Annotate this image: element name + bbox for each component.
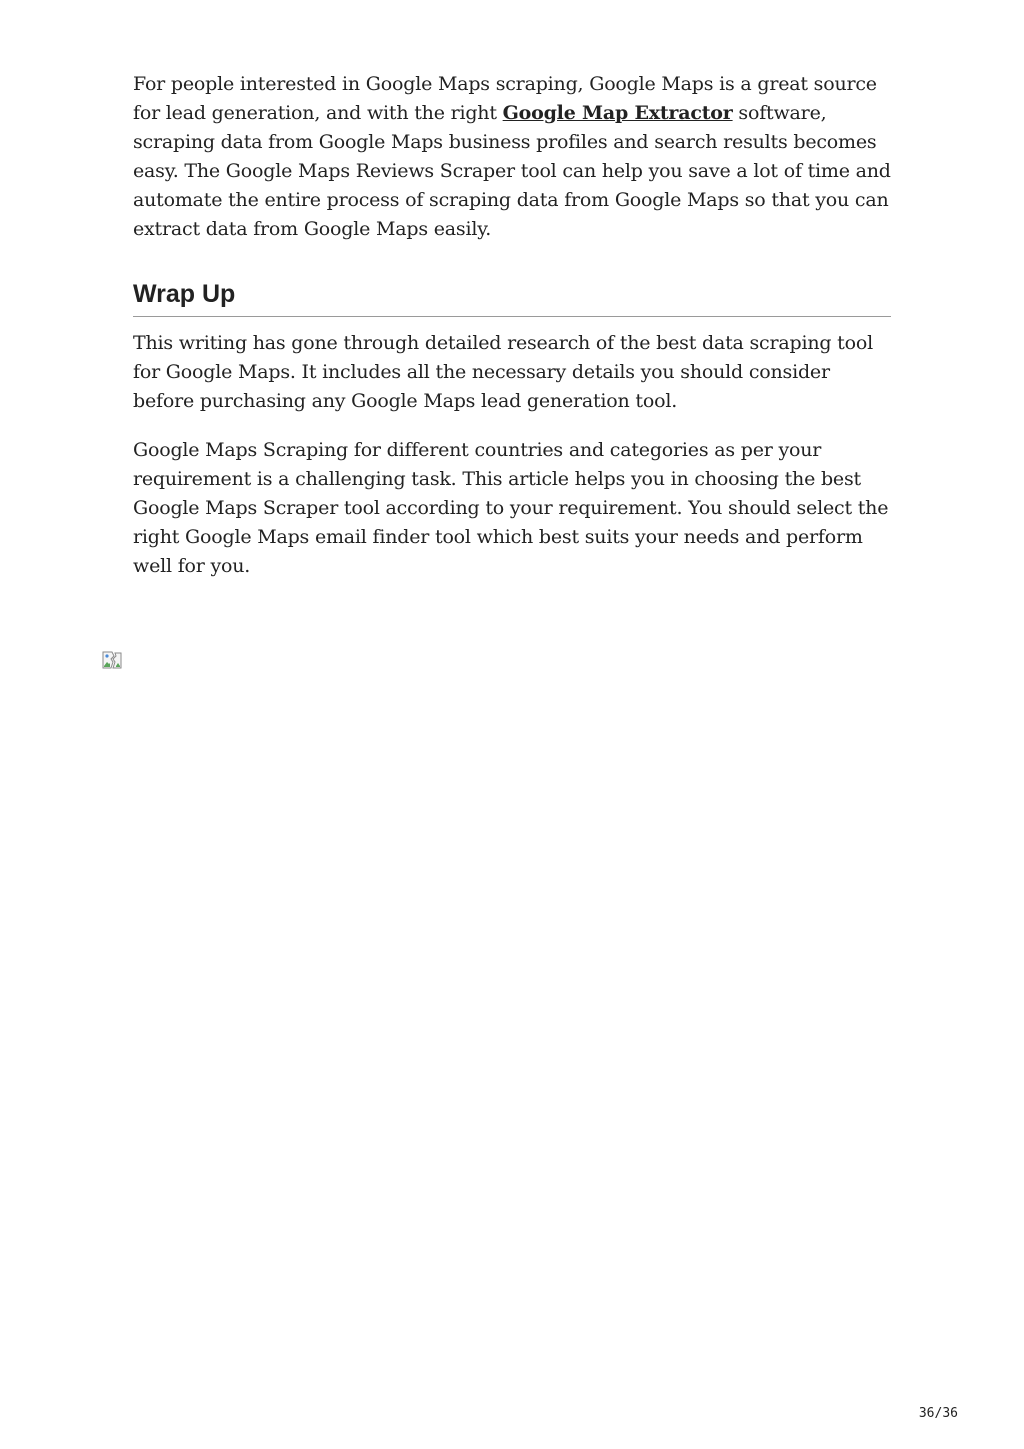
wrap-up-heading: Wrap Up <box>133 280 891 317</box>
google-map-extractor-link[interactable]: Google Map Extractor <box>502 102 733 124</box>
broken-image-icon <box>102 651 122 669</box>
intro-text-after-link: software, scraping data from Google Maps business profiles and search results becomes easy. The Google Maps Reviews Scraper tool can help you save a lot of time and automate the entire process of scraping data from Google Maps so that you can extract data from Google Maps easily. <box>133 102 891 240</box>
page-number: 36/36 <box>918 1406 958 1421</box>
wrap-up-paragraph-1: This writing has gone through detailed research of the best data scraping tool for Google Maps. It includes all the necessary details you should consider before purchasing any Google Maps lead generation tool. <box>133 332 873 412</box>
intro-text-before-link: For people interested in Google Maps scraping, Google Maps is a great source for lead generation, and with the right <box>133 73 877 124</box>
article-content <box>133 70 891 581</box>
wrap-up-paragraph-2: Google Maps Scraping for different countries and categories as per your requirement is a challenging task. This article helps you in choosing the best Google Maps Scraper tool according to your requirement. You should select the right Google Maps email finder tool which best suits your needs and perform well for you. <box>133 439 889 577</box>
intro-paragraph <box>133 70 891 244</box>
